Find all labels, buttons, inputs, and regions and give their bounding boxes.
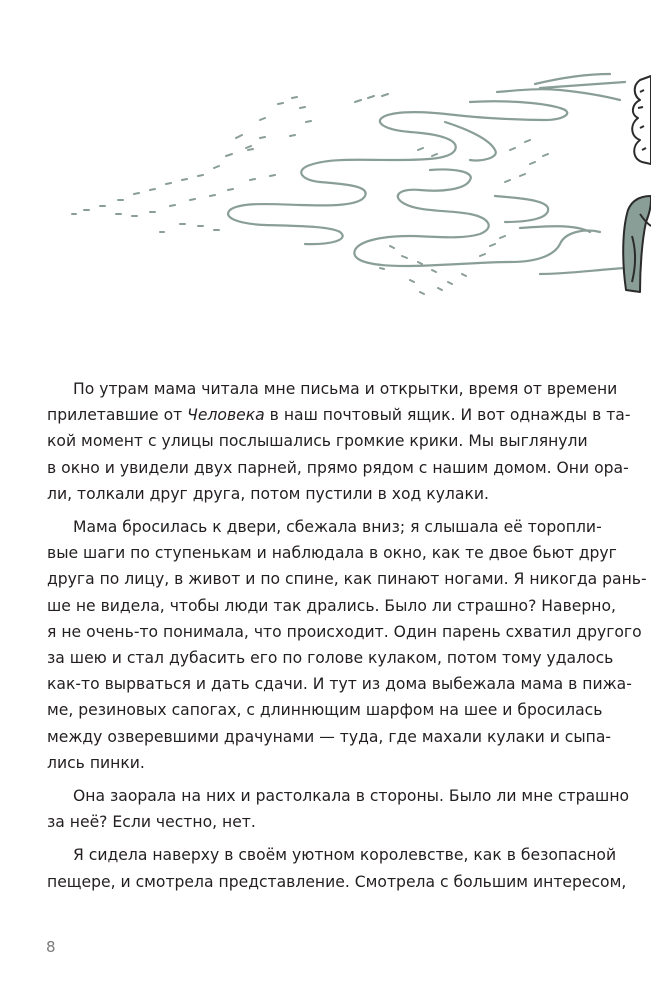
text-line: вые шаги по ступенькам и наблюдала в окно, как те двое бьют друг bbox=[47, 544, 617, 563]
text-line: ше не видела, чтобы люди так дрались. Было ли страшно? Наверно, bbox=[47, 596, 616, 615]
text-line: за неё? Если честно, нет. bbox=[47, 813, 256, 832]
text-line: Мама бросилась к двери, сбежала вниз; я слышала её торопли- bbox=[73, 518, 602, 537]
text-line: за шею и стал дубасить его по голове кулаком, потом тому удалось bbox=[47, 649, 614, 668]
text-line: Я сидела наверху в своём уютном королевстве, как в безопасной bbox=[73, 846, 617, 865]
text-line: прилетавшие от Человека в наш почтовый ящик. И вот однажды в та- bbox=[47, 406, 631, 425]
smoke-line-middle bbox=[354, 169, 600, 266]
body-text bbox=[47, 376, 647, 895]
text-line: как-то вырваться и дать сдачи. И тут из дома выбежала мама в пижа- bbox=[47, 675, 632, 694]
text-line: Она заорала на них и растолкала в стороны. Было ли мне страшно bbox=[73, 787, 630, 806]
italic-word: Человека bbox=[187, 406, 265, 425]
page-number: 8 bbox=[46, 938, 56, 956]
text-line: По утрам мама читала мне письма и открытки, время от времени bbox=[73, 380, 618, 398]
text-line: ме, резиновых сапогах, с длиннющим шарфом на шее и бросилась bbox=[47, 701, 603, 720]
text-line: лись пинки. bbox=[47, 753, 145, 772]
text-line: я не очень-то понимала, что происходит. Один парень схватил другого bbox=[47, 622, 642, 641]
paragraph bbox=[47, 842, 627, 894]
text-line: ли, толкали друг друга, потом пустили в ход кулаки. bbox=[47, 484, 489, 503]
smoke-trail-illustration bbox=[0, 0, 651, 320]
text-line: пещере, и смотрела представление. Смотрела с большим интересом, bbox=[47, 872, 627, 891]
text-line: между озверевшими драчунами — туда, где махали кулаки и сыпа- bbox=[47, 727, 612, 746]
text-line: друга по лицу, в живот и по спине, как пинают ногами. Я никогда рань- bbox=[47, 570, 647, 589]
text-line: в окно и увидели двух парней, прямо рядом с нашим домом. Они ора- bbox=[47, 458, 629, 477]
creature-illustration bbox=[623, 76, 651, 292]
paragraph bbox=[47, 514, 647, 776]
text-line: кой момент с улицы послышались громкие крики. Мы выглянули bbox=[47, 432, 588, 451]
smoke-line-upper bbox=[228, 74, 625, 244]
paragraph bbox=[47, 783, 630, 835]
paragraph bbox=[47, 376, 631, 507]
